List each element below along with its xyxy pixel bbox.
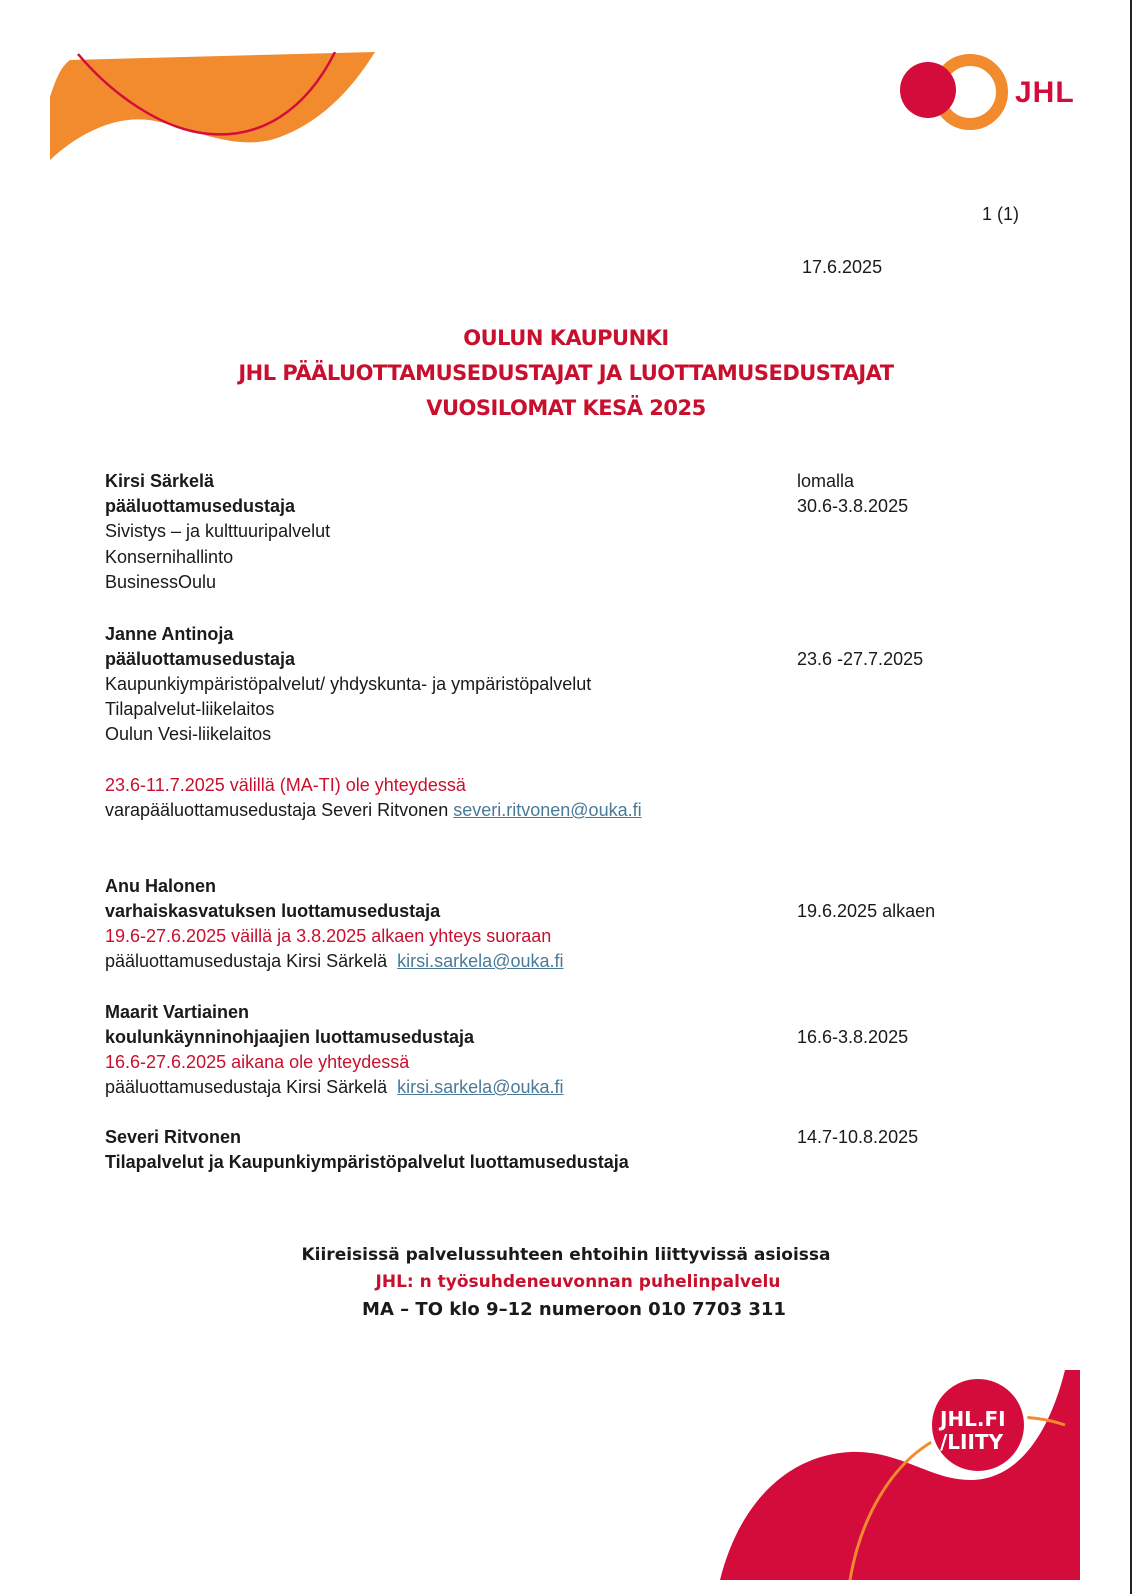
- entry-dates: 19.6.2025 alkaen: [797, 901, 936, 921]
- title-line-3: VUOSILOMAT KESÄ 2025: [426, 396, 706, 420]
- entry-role: varhaiskasvatuksen luottamusedustaja: [105, 901, 441, 921]
- entry-dates: 14.7-10.8.2025: [797, 1127, 919, 1147]
- decorative-wave-top: [50, 52, 385, 164]
- decorative-wave-bottom: [720, 1370, 1080, 1580]
- entry-note-red: 16.6-27.6.2025 aikana ole yhteydessä: [105, 1052, 410, 1072]
- entry-note-red: 23.6-11.7.2025 välillä (MA-TI) ole yhteydessä: [105, 775, 466, 795]
- entry-role: pääluottamusedustaja: [105, 496, 296, 516]
- entry-dates-label: lomalla: [797, 471, 855, 491]
- entry-dates: 16.6-3.8.2025: [797, 1027, 909, 1047]
- email-link[interactable]: severi.ritvonen@ouka.fi: [453, 800, 642, 820]
- entry-name: Janne Antinoja: [105, 624, 234, 644]
- entry-note: [105, 949, 564, 974]
- title-line-2: JHL PÄÄLUOTTAMUSEDUSTAJAT JA LUOTTAMUSEDUSTAJAT: [238, 361, 894, 385]
- badge-line-2: /LIITY: [940, 1430, 1004, 1454]
- footer-line-2: JHL: n työsuhdeneuvonnan puhelinpalvelu: [375, 1272, 781, 1292]
- join-badge[interactable]: [940, 1408, 1006, 1454]
- entry-note-red: 19.6-27.6.2025 väillä ja 3.8.2025 alkaen yhteys suoraan: [105, 926, 552, 946]
- entry-role: koulunkäynninohjaajien luottamusedustaja: [105, 1027, 475, 1047]
- entry-note-text: varapääluottamusedustaja Severi Ritvonen: [105, 800, 449, 820]
- entry-area: Tilapalvelut-liikelaitos: [105, 699, 275, 719]
- page-number: 1 (1): [982, 204, 1020, 224]
- entry-area: Sivistys – ja kulttuuripalvelut: [105, 521, 331, 541]
- email-link[interactable]: kirsi.sarkela@ouka.fi: [397, 1077, 564, 1097]
- entry-area: BusinessOulu: [105, 572, 217, 592]
- entry-dates: 30.6-3.8.2025: [797, 496, 909, 516]
- entry-note: [105, 798, 642, 823]
- document-title: [0, 321, 1132, 426]
- title-line-1: OULUN KAUPUNKI: [463, 326, 669, 350]
- entry-name: Severi Ritvonen: [105, 1127, 242, 1147]
- footer-line-3: MA – TO klo 9–12 numeroon 010 7703 311: [362, 1299, 786, 1320]
- entry-name: Anu Halonen: [105, 876, 216, 896]
- entry-note-text: pääluottamusedustaja Kirsi Särkelä: [105, 951, 388, 971]
- entry-name: Kirsi Särkelä: [105, 471, 215, 491]
- entry-note: [105, 1075, 564, 1100]
- entry-name: Maarit Vartiainen: [105, 1002, 250, 1022]
- entry-area: Konsernihallinto: [105, 547, 234, 567]
- entry-note-text: pääluottamusedustaja Kirsi Särkelä: [105, 1077, 388, 1097]
- entry-role: Tilapalvelut ja Kaupunkiympäristöpalvelut luottamusedustaja: [105, 1152, 629, 1172]
- entry-role: pääluottamusedustaja: [105, 649, 296, 669]
- entry-area: Kaupunkiympäristöpalvelut/ yhdyskunta- ja ympäristöpalvelut: [105, 674, 592, 694]
- entry-dates: 23.6 -27.7.2025: [797, 649, 924, 669]
- jhl-logo-text: JHL: [1015, 76, 1075, 109]
- document-date: 17.6.2025: [802, 257, 883, 277]
- footer-line-1: Kiireisissä palvelussuhteen ehtoihin liittyvissä asioissa: [301, 1245, 831, 1265]
- entry-area: Oulun Vesi-liikelaitos: [105, 724, 272, 744]
- email-link[interactable]: kirsi.sarkela@ouka.fi: [397, 951, 564, 971]
- badge-line-1: JHL.FI: [940, 1407, 1006, 1431]
